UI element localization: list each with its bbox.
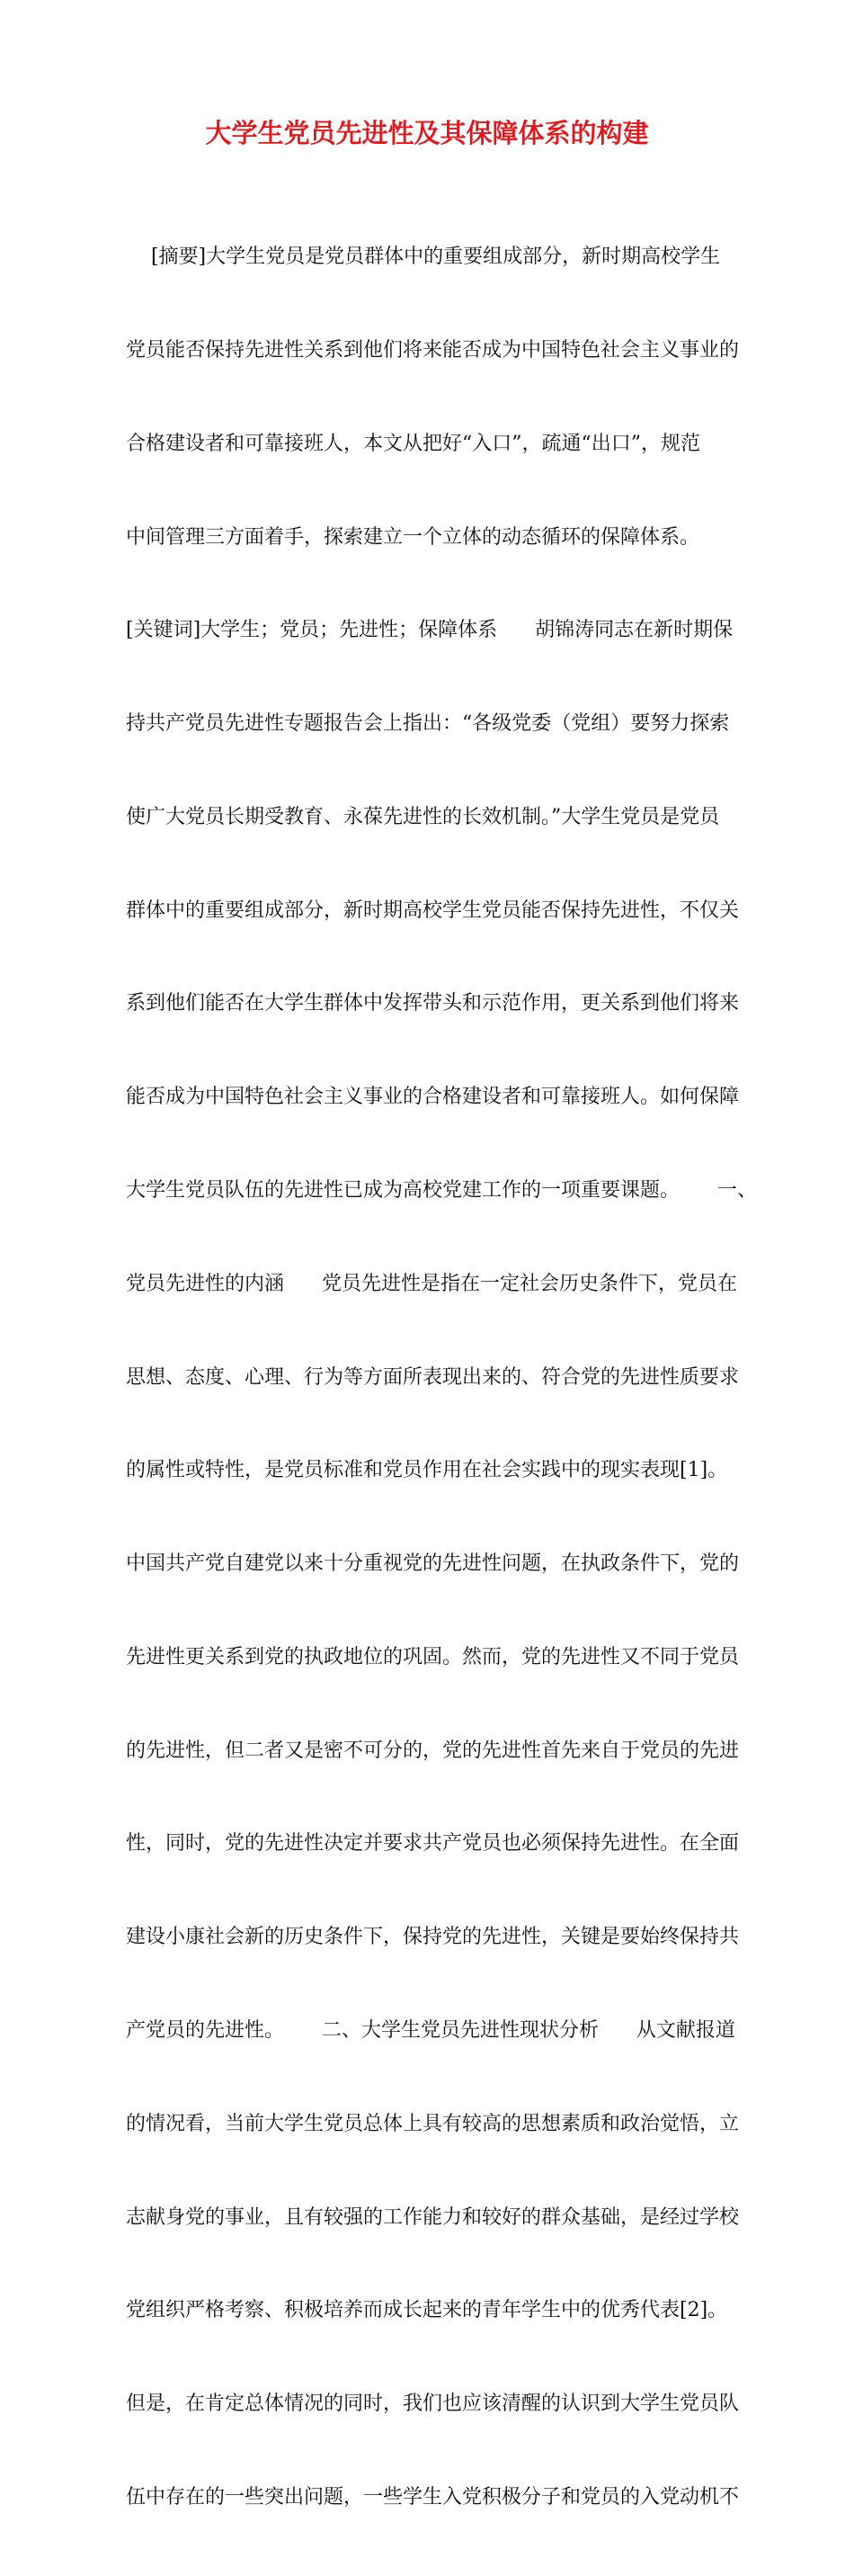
body-line: 群体中的重要组成部分，新时期高校学生党员能否保持先进性，不仅关 [126,899,740,922]
body-line: 性，同时，党的先进性决定并要求共产党员也必须保持先进性。在全面 [126,1832,740,1856]
body-line: 思想、态度、心理、行为等方面所表现出来的、符合党的先进性质要求 [126,1365,740,1389]
body-line: 先进性更关系到党的执政地位的巩固。然而，党的先进性又不同于党员 [126,1645,740,1668]
body-line: 的情况看，当前大学生党员总体上具有较高的思想素质和政治觉悟，立 [126,2112,740,2135]
body-line: 产党员的先进性。 二、大学生党员先进性现状分析 从文献报道 [126,2019,735,2043]
body-line: 伍中存在的一些突出问题，一些学生入党积极分子和党员的入党动机不 [126,2485,740,2509]
body-line: 系到他们能否在大学生群体中发挥带头和示范作用，更关系到他们将来 [126,992,740,1015]
body-line: 的先进性，但二者又是密不可分的，党的先进性首先来自于党员的先进 [126,1739,740,1762]
body-line: [摘要]大学生党员是党员群体中的重要组成部分，新时期高校学生 [126,246,721,269]
body-line: 合格建设者和可靠接班人，本文从把好“入口”，疏通“出口”，规范 [126,432,700,455]
body-line: 党员能否保持先进性关系到他们将来能否成为中国特色社会主义事业的 [126,338,740,362]
document-body [126,180,757,2576]
body-line: 党员先进性的内涵 党员先进性是指在一定社会历史条件下，党员在 [126,1272,737,1295]
body-line: 大学生党员队伍的先进性已成为高校党建工作的一项重要课题。 一、 [126,1179,757,1202]
body-line: [关键词]大学生；党员；先进性；保障体系 胡锦涛同志在新时期保 [126,619,734,642]
body-line: 党组织严格考察、积极培养而成长起来的青年学生中的优秀代表[2]。 [126,2299,728,2322]
body-line: 的属性或特性，是党员标准和党员作用在社会实践中的现实表现[1]。 [126,1459,728,1482]
body-line: 使广大党员长期受教育、永葆先进性的长效机制。”大学生党员是党员 [126,805,720,828]
body-line: 持共产党员先进性专题报告会上指出：“各级党委（党组）要努力探索 [126,712,730,736]
body-line: 建设小康社会新的历史条件下，保持党的先进性，关键是要始终保持共 [126,1926,740,1949]
body-line: 中间管理三方面着手，探索建立一个立体的动态循环的保障体系。 [126,525,700,549]
body-line: 志献身党的事业，且有较强的工作能力和较好的群众基础，是经过学校 [126,2205,740,2229]
body-line: 中国共产党自建党以来十分重视党的先进性问题，在执政条件下，党的 [126,1552,740,1576]
document-title: 大学生党员先进性及其保障体系的构建 [205,118,649,148]
body-line: 能否成为中国特色社会主义事业的合格建设者和可靠接班人。如何保障 [126,1086,740,1109]
body-line: 但是，在肯定总体情况的同时，我们也应该清醒的认识到大学生党员队 [126,2393,740,2416]
